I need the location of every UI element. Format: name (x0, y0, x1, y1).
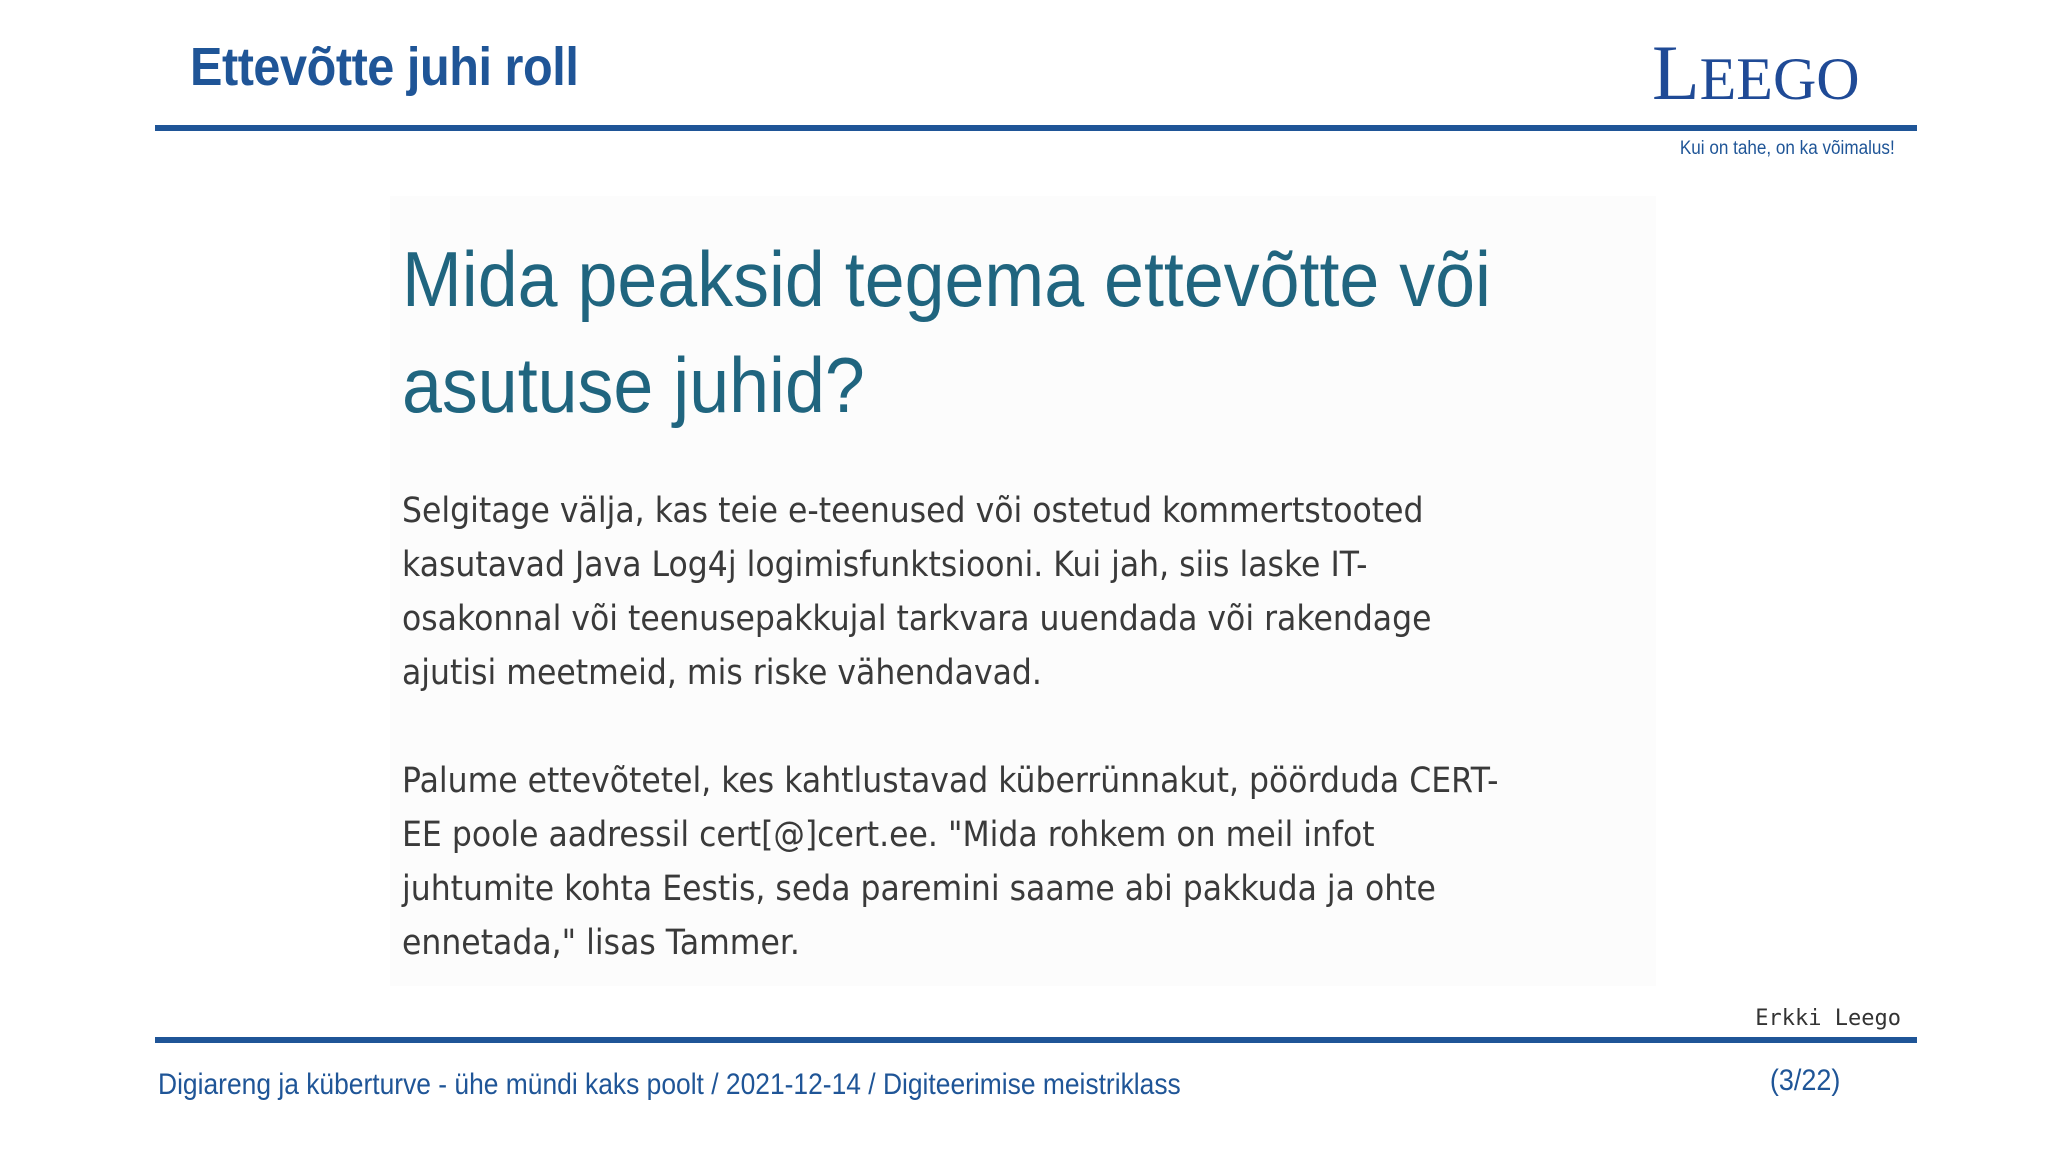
slide-title: Ettevõtte juhi roll (190, 37, 579, 97)
article-heading: Mida peaksid tegema ettevõtte või asutuse juhid? (402, 235, 1491, 429)
article-paragraph-1: Selgitage välja, kas teie e-teenused või ostetud kommertstooted kasutavad Java Log4j logimisfunktsiooni. Kui jah, siis laske IT-osakonnal või teenusepakkujal tarkvara uuendada või rakendage ajutisi meetmeid, mis riske vähendavad. (402, 491, 1432, 693)
page-number: (3/22) (1769, 1064, 1840, 1097)
header-divider (155, 125, 1917, 131)
logo-rest: EEGO (1699, 46, 1860, 112)
logo-tagline: Kui on tahe, on ka võimalus! (1680, 138, 1895, 159)
logo-initial: L (1652, 29, 1700, 116)
article-paragraph-2: Palume ettevõtetel, kes kahtlustavad küberrünnakut, pöörduda CERT-EE poole aadressil cert[@]cert.ee. "Mida rohkem on meil infot juhtumite kohta Eestis, seda paremini saame abi pakkuda ja ohte ennetada," lisas Tammer. (402, 761, 1499, 963)
footer-caption: Digiareng ja küberturve - ühe mündi kaks poolt / 2021-12-14 / Digiteerimise meistriklass (158, 1068, 1181, 1101)
footer-divider (155, 1037, 1917, 1043)
author-name: Erkki Leego (1755, 1006, 1901, 1031)
company-logo (1652, 29, 1860, 116)
